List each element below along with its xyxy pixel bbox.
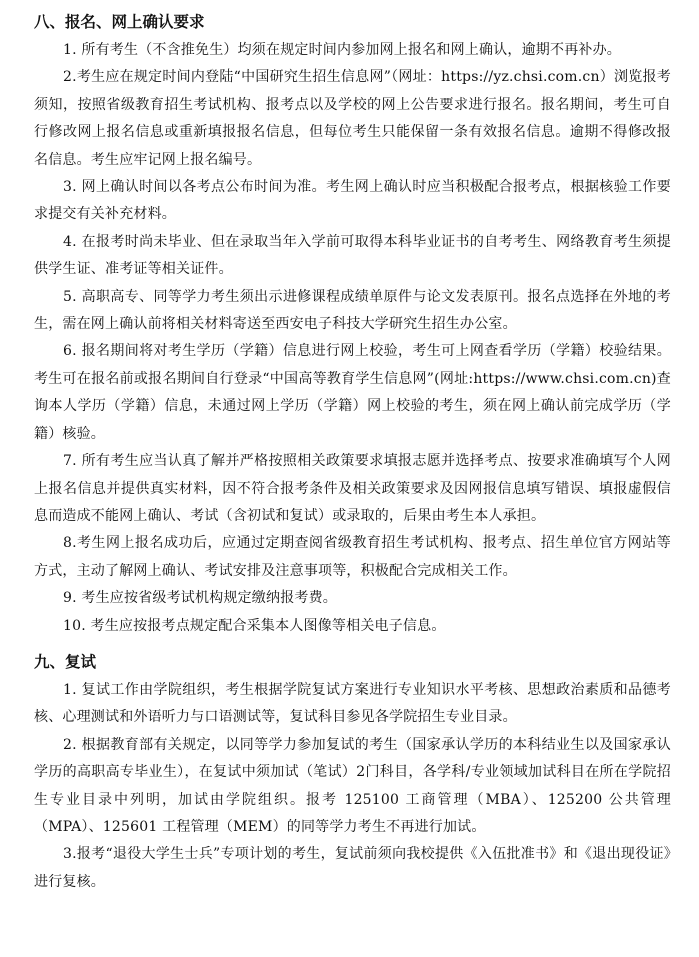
paragraph: 8.考生网上报名成功后，应通过定期查阅省级教育招生考试机构、报考点、招生单位官方网站等方式，主动了解网上确认、考试安排及注意事项等，积极配合完成相关工作。	[34, 535, 671, 579]
paragraph: 2. 根据教育部有关规定，以同等学力参加复试的考生（国家承认学历的本科结业生以及国家承认学历的高职高专毕业生），在复试中须加试（笔试）2门科目，各学科/专业领域加试科目在所在学院招生专业目录中列明，加试由学院组织。报考 125100 工商管理（MBA）、125200 公共管理（MPA）、125601 工程管理（MEM）的同等学力考生不再进行加试。	[34, 736, 671, 835]
paragraph: 1. 所有考生（不含推免生）均须在规定时间内参加网上报名和网上确认，逾期不再补办。	[63, 42, 622, 58]
paragraph: 5. 高职高专、同等学力考生须出示进修课程成绩单原件与论文发表原刊。报名点选择在外地的考生，需在网上确认前将相关材料寄送至西安电子科技大学研究生招生办公室。	[34, 288, 671, 333]
paragraph: 3. 网上确认时间以各考点公布时间为准。考生网上确认时应当积极配合报考点，根据核验工作要求提交有关补充材料。	[34, 179, 671, 223]
paragraph: 6. 报名期间将对考生学历（学籍）信息进行网上校验，考生可上网查看学历（学籍）校验结果。考生可在报名前或报名期间自行登录“中国高等教育学生信息网”(网址:https://www.chsi.com.cn)查询本人学历（学籍）信息，未通过网上学历（学籍）网上校验的考生，须在网上确认前完成学历（学籍）核验。	[34, 343, 671, 442]
section-heading-reexam: 九、复试	[34, 652, 97, 671]
paragraph: 9. 考生应按省级考试机构规定缴纳报考费。	[63, 590, 338, 607]
paragraph: 7. 所有考生应当认真了解并严格按照相关政策要求填报志愿并选择考点、按要求准确填写个人网上报名信息并提供真实材料，因不符合报考条件及相关政策要求及因网报信息填写错误、填报虚假信息而造成不能网上确认、考试（含初试和复试）或录取的，后果由考生本人承担。	[34, 453, 671, 524]
section-heading-registration: 八、报名、网上确认要求	[34, 13, 205, 31]
paragraph: 3.报考“退役大学生士兵”专项计划的考生，复试前须向我校提供《入伍批准书》和《退出现役证》进行复核。	[34, 846, 671, 890]
paragraph: 4. 在报考时尚未毕业、但在录取当年入学前可取得本科毕业证书的自考考生、网络教育考生须提供学生证、准考证等相关证件。	[34, 233, 671, 278]
paragraph: 1. 复试工作由学院组织，考生根据学院复试方案进行专业知识水平考核、思想政治素质和品德考核、心理测试和外语听力与口语测试等，复试科目参见各学院招生专业目录。	[34, 681, 671, 726]
paragraph: 2.考生应在规定时间内登陆“中国研究生招生信息网”（网址：https://yz.chsi.com.cn）浏览报考须知，按照省级教育招生考试机构、报考点以及学校的网上公告要求进行报名。报名期间，考生可自行修改网上报名信息或重新填报报名信息，但每位考生只能保留一条有效报名信息。逾期不得修改报名信息。考生应牢记网上报名编号。	[34, 69, 671, 168]
paragraph: 10. 考生应按报考点规定配合采集本人图像等相关电子信息。	[63, 617, 446, 634]
